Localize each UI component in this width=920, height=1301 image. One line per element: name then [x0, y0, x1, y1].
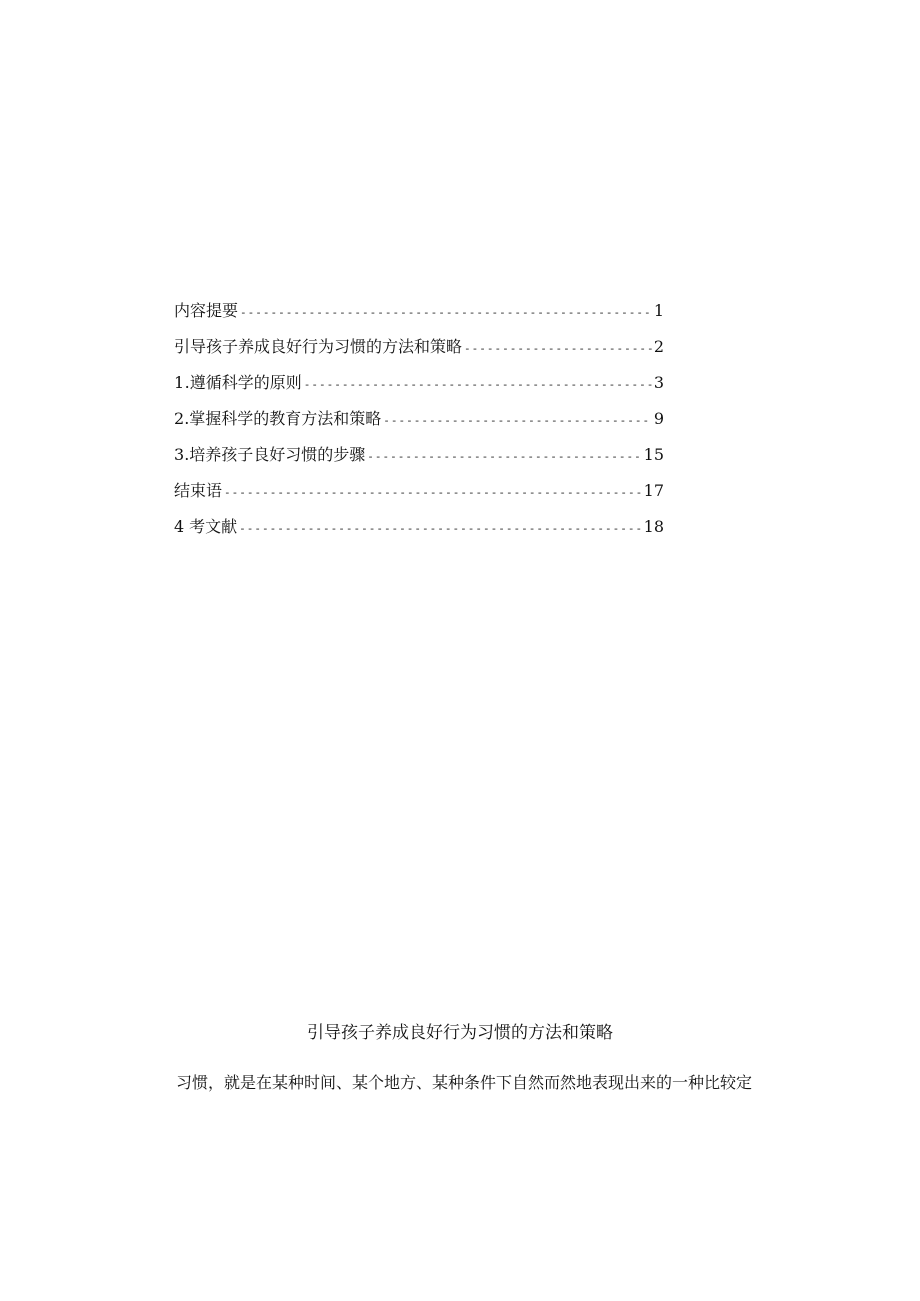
toc-entry-page: 15: [643, 445, 664, 464]
toc-entry[interactable]: [174, 334, 664, 370]
toc-entry-page: 2: [653, 337, 664, 356]
toc-entry-number: 1: [174, 373, 185, 392]
toc-entry-title: 考文献: [189, 517, 238, 536]
toc-entry-title: .掌握科学的教育方法和策略: [184, 409, 382, 428]
toc-entry-page: 9: [653, 409, 664, 428]
toc-entry[interactable]: [174, 298, 664, 334]
toc-entry-page: 3: [653, 373, 664, 392]
toc-leader-dots: [464, 342, 652, 355]
toc-entry[interactable]: [174, 478, 664, 514]
toc-leader-dots: [383, 414, 652, 427]
toc-leader-dots: [239, 522, 642, 535]
toc-entry-number: 3: [174, 445, 185, 464]
toc-entry-title: 内容提要: [174, 301, 239, 320]
section-heading: 引导孩子养成良好行为习惯的方法和策略: [307, 1023, 613, 1043]
toc-entry-title: 结束语: [174, 481, 223, 500]
body-paragraph: 习惯，就是在某种时间、某个地方、某种条件下自然而然地表现出来的一种比较定: [176, 1073, 753, 1092]
toc-leader-dots: [240, 306, 652, 319]
toc-entry-number: 2: [174, 409, 185, 428]
toc-entry[interactable]: [174, 406, 664, 442]
toc-entry-page: 1: [653, 301, 664, 320]
toc-entry[interactable]: [174, 442, 664, 478]
toc-entry-number: 4: [174, 517, 185, 536]
toc-leader-dots: [224, 486, 642, 499]
toc-entry-page: 18: [643, 517, 664, 536]
toc-entry-title: .遵循科学的原则: [184, 373, 302, 392]
toc-leader-dots: [367, 450, 641, 463]
toc-entry-title: 引导孩子养成良好行为习惯的方法和策略: [174, 337, 463, 356]
toc-entry[interactable]: [174, 370, 664, 406]
toc-entry[interactable]: [174, 514, 664, 550]
table-of-contents: [174, 298, 664, 550]
toc-entry-title: .培养孩子良好习惯的步骤: [184, 445, 366, 464]
toc-leader-dots: [304, 378, 652, 391]
toc-entry-page: 17: [643, 481, 664, 500]
